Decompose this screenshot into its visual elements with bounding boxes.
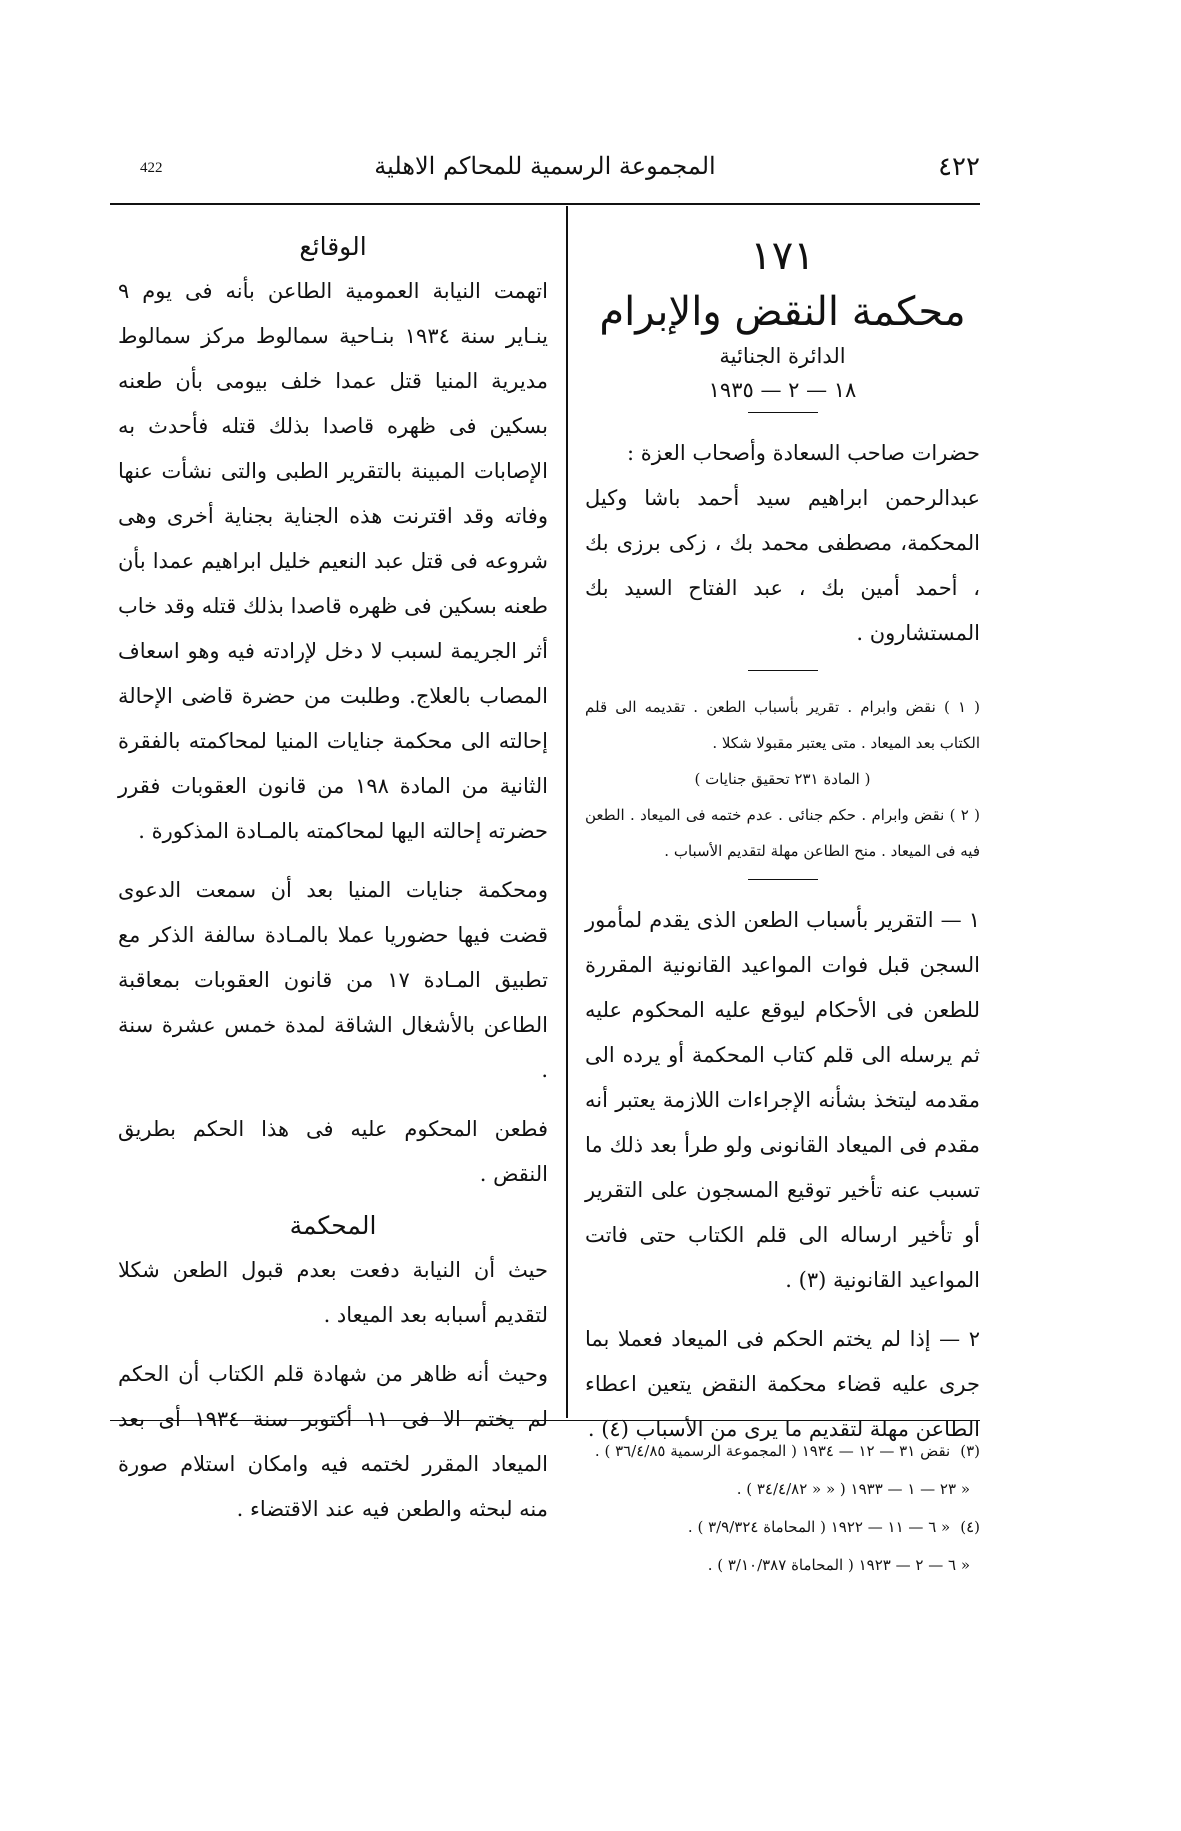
footnote-number: (٣): [960, 1442, 980, 1460]
facts-paragraph-3: فطعن المحكوم عليه فى هذا الحكم بطريق النقض .: [118, 1117, 548, 1186]
bench-intro: حضرات صاحب السعادة وأصحاب العزة :: [626, 441, 980, 465]
court-heading: المحكمة: [289, 1211, 377, 1240]
right-column: [585, 230, 980, 1466]
headnote-1: ( ١ ) نقض وابرام . تقرير بأسباب الطعن . تقديمه الى قلم الكتاب بعد الميعاد . متى يعتبر مقبولا شكلا .: [585, 698, 980, 752]
principle-2: ٢ — إذا لم يختم الحكم فى الميعاد فعملا بما جرى عليه قضاء محكمة النقض يتعين اعطاء الطاعن مهلة لتقديم ما يرى من الأسباب (٤) .: [585, 1327, 980, 1441]
header-rule: [110, 203, 980, 205]
separator: [748, 412, 818, 413]
footnote-line: [540, 1508, 980, 1546]
facts-paragraph-2: ومحكمة جنايات المنيا بعد أن سمعت الدعوى قضت فيها حضوريا عملا بالمـادة سالفة الذكر مع تطبيق المـادة ١٧ من قانون العقوبات بمعاقبة الطاعن بالأشغال الشاقة لمدة خمس عشرة سنة .: [118, 878, 548, 1082]
judgment-date: ١٨ — ٢ — ١٩٣٥: [708, 378, 857, 402]
footnotes: [540, 1432, 980, 1584]
circuit-name: الدائرة الجنائية: [719, 344, 846, 368]
footnote-text: نقض ٣١ — ١٢ — ١٩٣٤ ( المجموعة الرسمية ٣٦/٤/٨٥ ) .: [594, 1442, 951, 1460]
footnote-text: « ٦ — ١١ — ١٩٢٢ ( المحاماة ٣/٩/٣٢٤ ) .: [687, 1518, 951, 1536]
footnote-rule: [110, 1420, 980, 1421]
running-title: المجموعة الرسمية للمحاكم الاهلية: [374, 152, 716, 180]
headnote-2: ( ٢ ) نقض وابرام . حكم جنائى . عدم ختمه فى الميعاد . الطعن فيه فى الميعاد . منح الطاعن مهلة لتقديم الأسباب .: [585, 806, 980, 860]
footnote-line: [540, 1470, 980, 1508]
left-column: [118, 230, 548, 1546]
page-number-arabic: ٤٢٢: [938, 152, 980, 182]
running-head: [110, 152, 980, 192]
facts-heading: الوقائع: [299, 232, 367, 261]
separator: [748, 670, 818, 671]
court-paragraph-2: وحيث أنه ظاهر من شهادة قلم الكتاب أن الحكم لم يختم الا فى ١١ أكتوبر سنة ١٩٣٤ أى بعد الميعاد المقرر لختمه فيه وامكان استلام صورة منه لبحثه والطعن فيه عند الاقتضاء .: [118, 1362, 548, 1521]
facts-paragraph-1: اتهمت النيابة العمومية الطاعن بأنه فى يوم ٩ ينـاير سنة ١٩٣٤ بنـاحية سمالوط مركز سمالوط مديرية المنيا قتل عمدا خلف بيومى بأن طعنه بسكين فى ظهره قاصدا بذلك قتله فأحدث به الإصابات المبينة بالتقرير الطبى والتى نشأت عنها وفاته وقد اقترنت هذه الجناية بجناية أخرى وهى شروعه فى قتل عبد النعيم خليل ابراهيم عمدا بأن طعنه بسكين فى ظهره قاصدا بذلك قتله وقد خاب أثر الجريمة لسبب لا دخل لإرادته فيه وهو اسعاف المصاب بالعلاج. وطلبت من حضرة قاضى الإحالة إحالته الى محكمة جنايات المنيا لمحاكمته بالفقرة الثانية من المادة ١٩٨ من قانون العقوبات فقرر حضرته إحالته اليها لمحاكمته بالمـادة المذكورة .: [118, 279, 549, 843]
separator: [748, 879, 818, 880]
footnote-number: (٤): [960, 1518, 980, 1536]
principle-1: ١ — التقرير بأسباب الطعن الذى يقدم لمأمور السجن قبل فوات المواعيد القانونية المقررة للطعن فى الأحكام ليوقع عليه المحكوم عليه ثم يرسله الى قلم كتاب المحكمة أو يرده الى مقدمه ليتخذ بشأنه الإجراءات اللازمة يعتبر أنه مقدم فى الميعاد القانونى ولو طرأ بعد ذلك ما تسبب عنه تأخير توقيع المسجون على التقرير أو تأخير ارساله الى قلم الكتاب حتى فاتت المواعيد القانونية (٣) .: [585, 908, 980, 1292]
bench-names: عبدالرحمن ابراهيم سيد أحمد باشا وكيل المحكمة، مصطفى محمد بك ، زكى برزى بك ، أحمد أمين بك ، عبد الفتاح السيد بك المستشارون .: [585, 486, 980, 645]
footnote-line: [540, 1546, 980, 1584]
column-divider: [566, 206, 568, 1418]
footnote-line: [540, 1432, 980, 1470]
footnote-text: « ٦ — ٢ — ١٩٢٣ ( المحاماة ٣/١٠/٣٨٧ ) .: [707, 1556, 970, 1574]
case-number: ١٧١: [750, 233, 815, 279]
page-number-latin: 422: [140, 160, 163, 176]
court-paragraph-1: حيث أن النيابة دفعت بعدم قبول الطعن شكلا لتقديم أسبابه بعد الميعاد .: [118, 1258, 548, 1327]
article-reference: ( المادة ٢٣١ تحقيق جنايات ): [694, 770, 871, 788]
footnote-text: « ٢٣ — ١ — ١٩٣٣ ( « « ٣٤/٤/٨٢ ) .: [736, 1480, 970, 1498]
court-name: محكمة النقض والإبرام: [599, 289, 966, 335]
